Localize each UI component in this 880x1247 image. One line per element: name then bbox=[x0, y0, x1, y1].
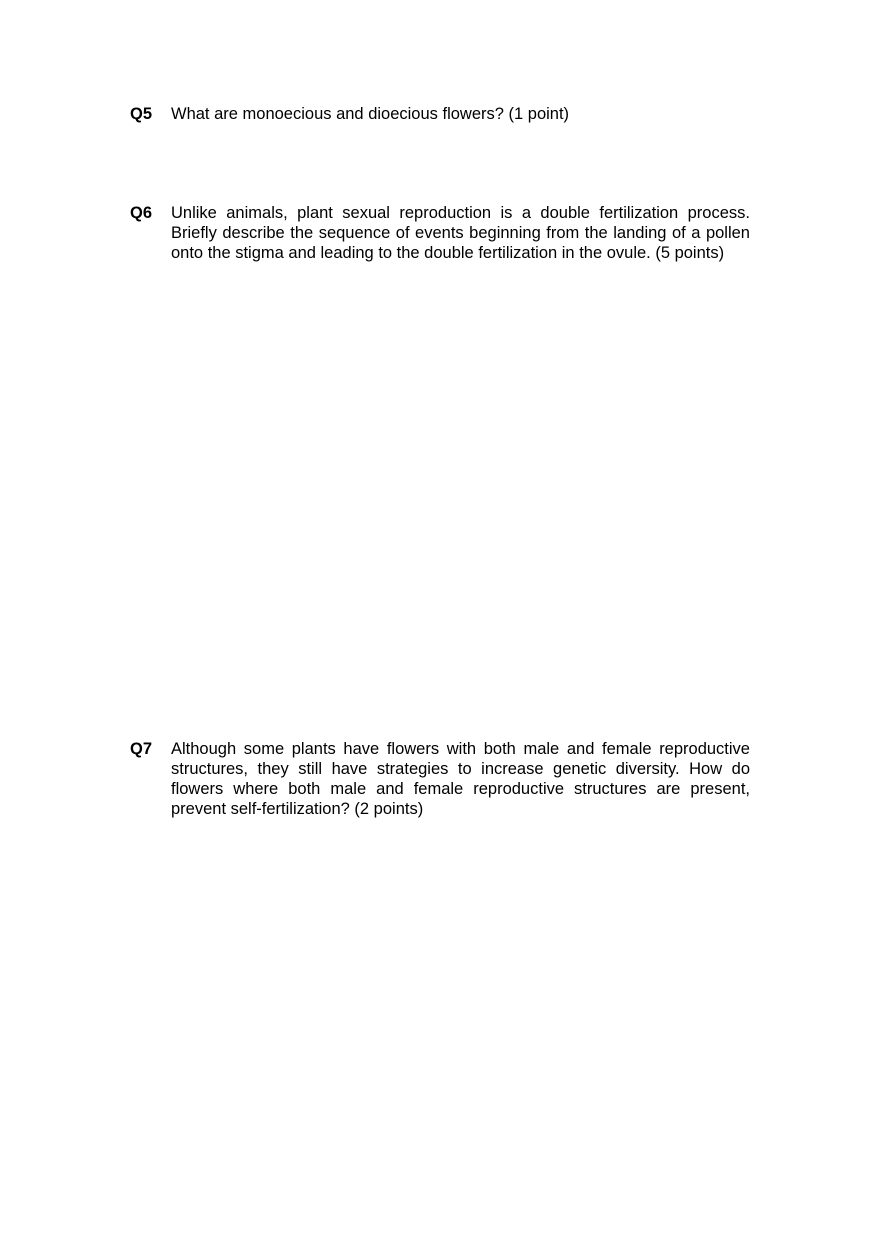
question-text: Although some plants have flowers with both male and female reproductive structures, they still have strategies to increase genetic diversity. How do flowers where both male and female reproductive structures are present, prevent self-fertilization? (2 points) bbox=[171, 740, 750, 818]
question-q7 bbox=[130, 739, 750, 819]
question-number: Q6 bbox=[130, 204, 153, 222]
question-q6 bbox=[130, 203, 750, 263]
question-text: Unlike animals, plant sexual reproduction is a double fertilization process. Briefly describe the sequence of events beginning from the landing of a pollen onto the stigma and leading to the double fertilization in the ovule. (5 points) bbox=[171, 204, 750, 262]
question-text: What are monoecious and dioecious flowers? (1 point) bbox=[171, 105, 570, 123]
question-q5 bbox=[130, 104, 750, 124]
question-number: Q5 bbox=[130, 105, 153, 123]
question-number: Q7 bbox=[130, 740, 153, 758]
